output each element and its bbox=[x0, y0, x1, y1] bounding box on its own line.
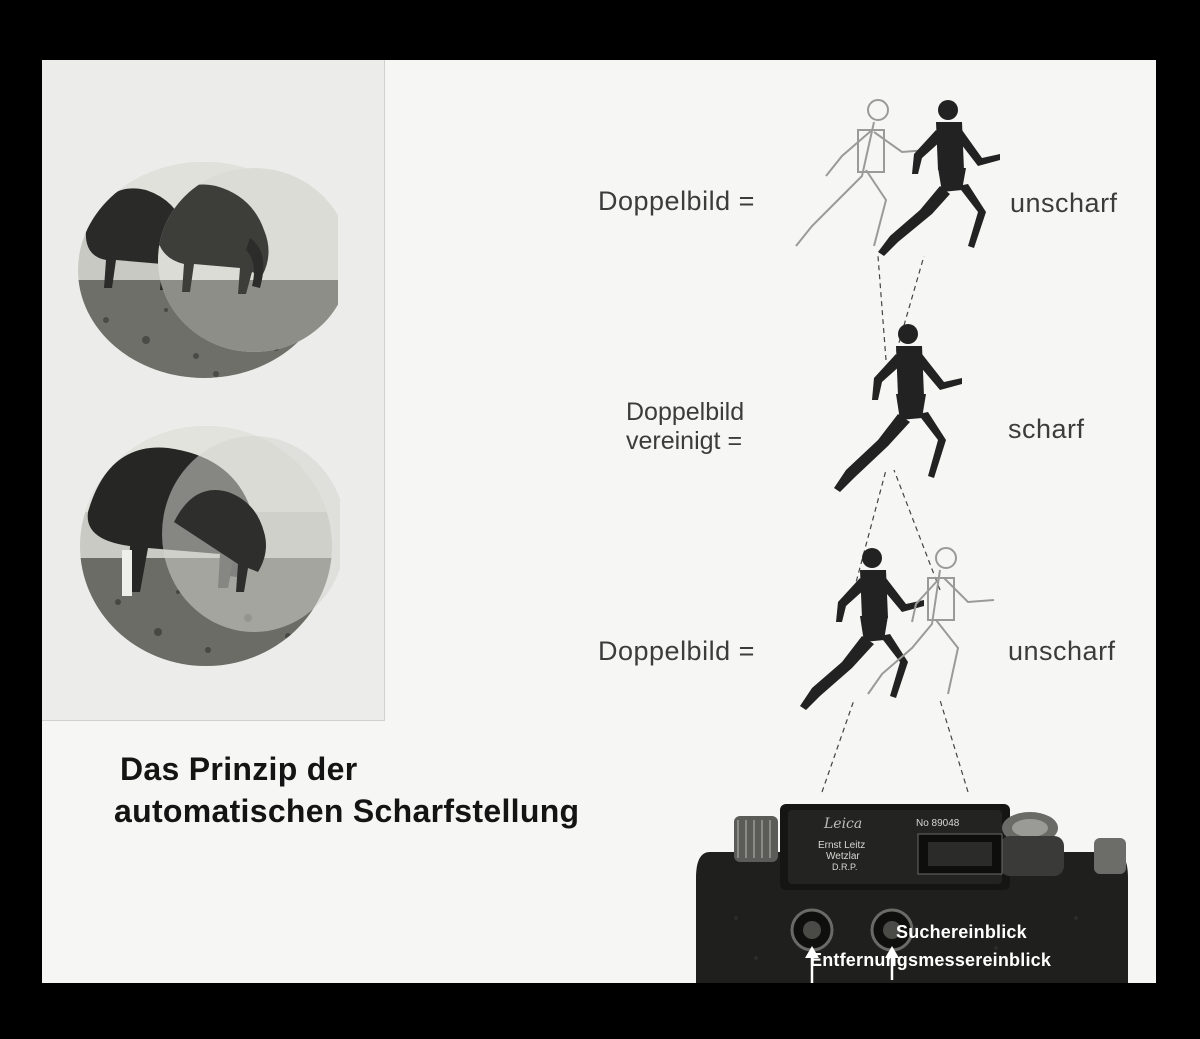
rangefinder-window bbox=[792, 910, 832, 950]
row2-left-line2: vereinigt = bbox=[626, 427, 743, 455]
camera-maker-line3: D.R.P. bbox=[832, 862, 858, 872]
runner-figure bbox=[782, 96, 1012, 276]
camera-brand: Leica bbox=[824, 816, 863, 832]
slide-title bbox=[114, 748, 580, 832]
runner-figure bbox=[782, 544, 1012, 724]
row3-right-label: unscharf bbox=[1008, 636, 1116, 666]
title-line2: automatischen Scharfstellung bbox=[114, 793, 580, 829]
viewfinder-label: Suchereinblick bbox=[896, 922, 1027, 942]
camera-maker-line1: Ernst Leitz bbox=[818, 840, 866, 851]
row2-right-label: scharf bbox=[1008, 414, 1085, 444]
rangefinder-label: Entfernungsmessereinblick bbox=[810, 950, 1052, 970]
row2-left-label bbox=[626, 398, 744, 456]
slide bbox=[42, 60, 1156, 983]
row2-left-line1: Doppelbild bbox=[626, 398, 745, 426]
camera-serial: No 89048 bbox=[916, 818, 960, 829]
row3-left-label: Doppelbild = bbox=[598, 636, 755, 666]
row1-left-label: Doppelbild = bbox=[598, 186, 755, 216]
runner-figure bbox=[826, 320, 976, 496]
camera-maker-line2: Wetzlar bbox=[826, 851, 860, 862]
title-line1: Das Prinzip der bbox=[120, 751, 358, 787]
row1-right-label: unscharf bbox=[1010, 188, 1118, 218]
